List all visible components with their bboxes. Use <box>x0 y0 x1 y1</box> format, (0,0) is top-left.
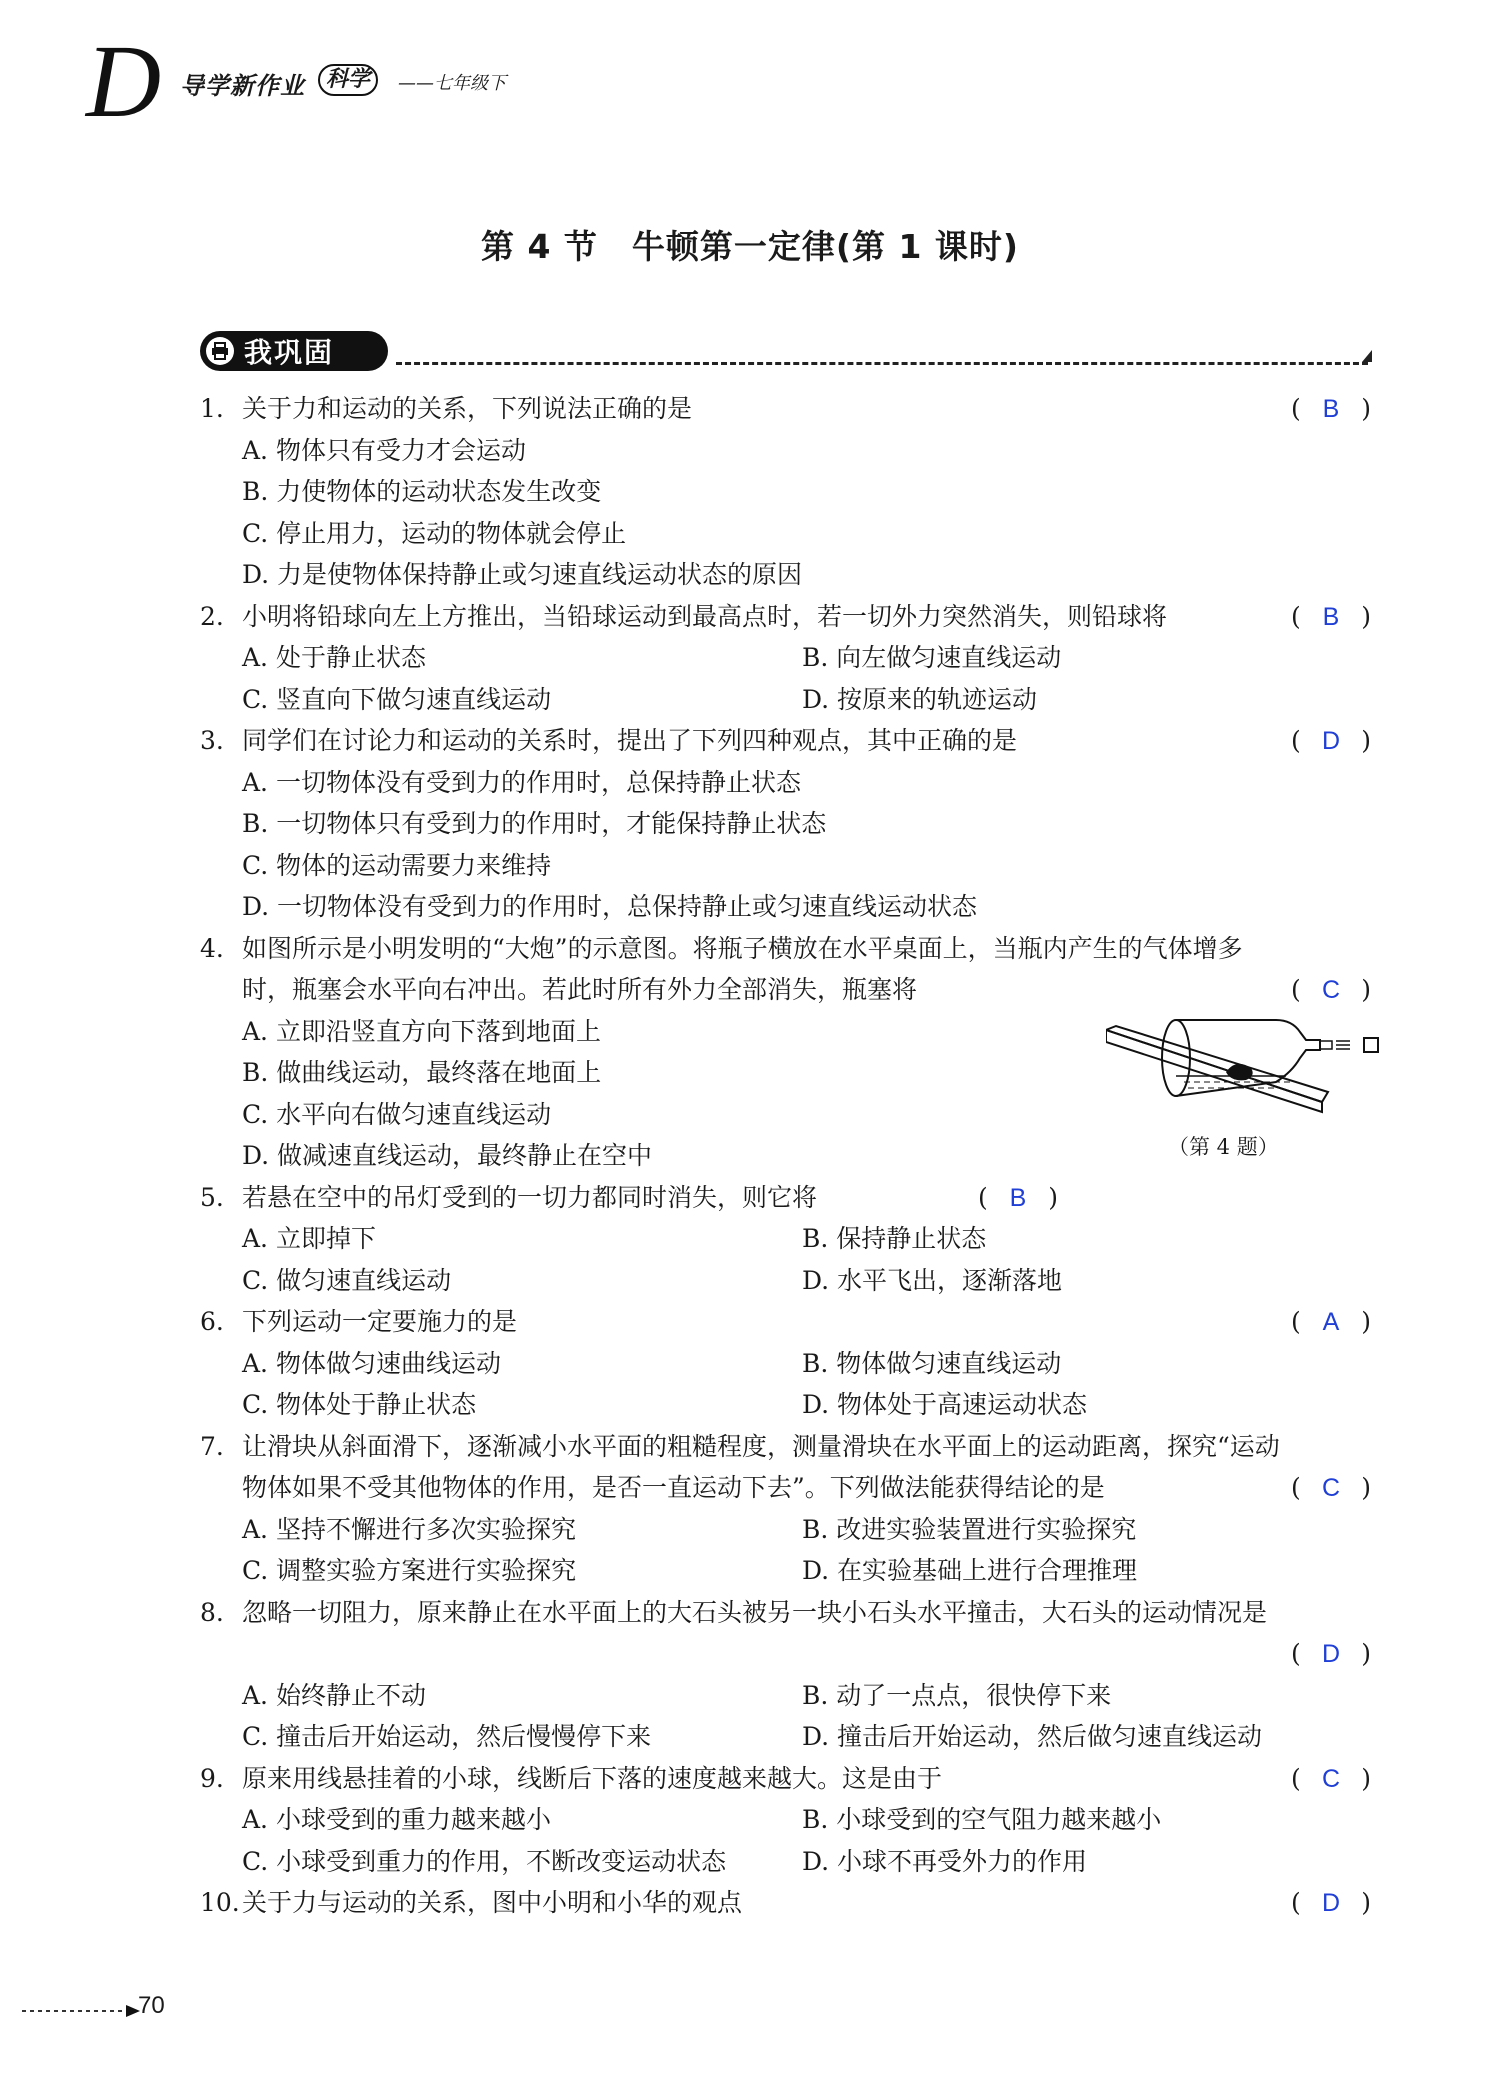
answer-letter: D <box>1321 1640 1341 1668</box>
option-item: D. 水平飞出，逐渐落地 <box>802 1265 1063 1295</box>
option-item: A. 一切物体没有受到力的作用时，总保持静止状态 <box>242 767 801 797</box>
question-stem: 若悬在空中的吊灯受到的一切力都同时消失，则它将 <box>242 1182 818 1212</box>
option-item: A. 处于静止状态 <box>242 643 426 672</box>
logo-letter: D <box>86 24 162 139</box>
bracket-close: ) <box>1361 975 1371 1004</box>
bracket-close: ) <box>1361 1473 1371 1502</box>
option-item: A. 物体只有受力才会运动 <box>242 435 526 465</box>
option-item: A. 立即掉下 <box>242 1224 376 1253</box>
bracket-open: ( <box>1291 726 1301 755</box>
question-stem: 时，瓶塞会水平向右冲出。若此时所有外力全部消失，瓶塞将 <box>242 975 918 1004</box>
divider-corner <box>1362 350 1372 362</box>
answer-letter: D <box>1321 1889 1341 1917</box>
question-number: 7. <box>200 1431 224 1461</box>
option-item: D. 在实验基础上进行合理推理 <box>802 1556 1138 1585</box>
answer-bracket <box>1291 392 1371 426</box>
section-divider <box>396 362 1368 365</box>
page-number: 70 <box>138 1992 165 2019</box>
question-stem: 忽略一切阻力，原来静止在水平面上的大石头被另一块小石头水平撞击，大石头的运动情况是 <box>242 1597 1268 1627</box>
bracket-open: ( <box>1291 601 1301 631</box>
option-item: B. 动了一点点，很快停下来 <box>802 1680 1112 1710</box>
section-title: 第 4 节 牛顿第一定律(第 1 课时) <box>480 227 1020 266</box>
answer-bracket <box>1291 1637 1371 1671</box>
answer-letter: B <box>1009 1183 1027 1212</box>
answer-letter: B <box>1322 395 1340 423</box>
option-item: D. 力是使物体保持静止或匀速直线运动状态的原因 <box>242 560 803 589</box>
option-item: A. 坚持不懈进行多次实验探究 <box>242 1514 576 1544</box>
bracket-open: ( <box>1291 1888 1301 1917</box>
question-number: 4. <box>200 933 224 963</box>
answer-letter: B <box>1322 602 1340 631</box>
answer-bracket <box>1291 1886 1371 1920</box>
question-stem: 关于力和运动的关系，下列说法正确的是 <box>242 394 693 423</box>
bracket-close: ) <box>1361 601 1371 631</box>
question-number: 5. <box>200 1182 224 1212</box>
answer-letter: C <box>1321 976 1341 1004</box>
option-item: D. 按原来的轨迹运动 <box>802 684 1038 714</box>
answer-letter: C <box>1321 1764 1341 1793</box>
question-stem: 关于力与运动的关系，图中小明和小华的观点 <box>242 1888 743 1917</box>
bracket-open: ( <box>1291 1639 1301 1668</box>
question-stem: 同学们在讨论力和运动的关系时，提出了下列四种观点，其中正确的是 <box>242 726 1018 755</box>
answer-bracket <box>1291 973 1371 1007</box>
answer-bracket <box>1291 724 1371 758</box>
question-stem: 如图所示是小明发明的“大炮”的示意图。将瓶子横放在水平桌面上，当瓶内产生的气体增多 <box>242 933 1243 963</box>
option-item: B. 改进实验装置进行实验探究 <box>802 1514 1137 1544</box>
option-item: B. 向左做匀速直线运动 <box>802 643 1062 672</box>
cork <box>1364 1038 1378 1052</box>
question-number: 2. <box>200 601 224 631</box>
bracket-open: ( <box>1291 975 1301 1004</box>
option-item: B. 保持静止状态 <box>802 1224 987 1253</box>
option-item: B. 小球受到的空气阻力越来越小 <box>802 1805 1162 1834</box>
option-item: C. 水平向右做匀速直线运动 <box>242 1099 552 1129</box>
question-number: 1. <box>200 394 224 423</box>
question-number: 9. <box>200 1763 224 1793</box>
option-item: C. 撞击后开始运动，然后慢慢停下来 <box>242 1722 652 1751</box>
question-stem: 小明将铅球向左上方推出，当铅球运动到最高点时，若一切外力突然消失，则铅球将 <box>242 601 1168 631</box>
bottle-cannon-figure <box>1106 1010 1382 1130</box>
option-item: B. 一切物体只有受到力的作用时，才能保持静止状态 <box>242 809 827 838</box>
answer-letter: C <box>1321 1474 1341 1502</box>
option-item: D. 物体处于高速运动状态 <box>802 1390 1088 1419</box>
bracket-close: ) <box>1361 1639 1371 1668</box>
question-number: 6. <box>200 1307 224 1336</box>
option-item: B. 做曲线运动，最终落在地面上 <box>242 1058 602 1087</box>
question-number: 10. <box>200 1888 240 1917</box>
answer-letter: D <box>1321 727 1341 755</box>
question-stem: 下列运动一定要施力的是 <box>242 1307 518 1336</box>
bracket-open: ( <box>1291 1307 1301 1336</box>
page-arrow-icon <box>22 2004 142 2018</box>
option-item: B. 物体做匀速直线运动 <box>802 1348 1062 1378</box>
bracket-close: ) <box>1361 1888 1371 1917</box>
option-item: D. 撞击后开始运动，然后做匀速直线运动 <box>802 1722 1263 1751</box>
answer-bracket <box>978 1181 1058 1215</box>
bracket-open: ( <box>1291 1763 1301 1793</box>
subject-badge: 科学 <box>318 64 378 96</box>
option-item: D. 一切物体没有受到力的作用时，总保持静止或匀速直线运动状态 <box>242 892 978 921</box>
question-stem: 物体如果不受其他物体的作用，是否一直运动下去”。下列做法能获得结论的是 <box>242 1473 1105 1502</box>
option-item: C. 竖直向下做匀速直线运动 <box>242 684 552 714</box>
option-item: A. 始终静止不动 <box>242 1680 426 1710</box>
bracket-close: ) <box>1361 394 1371 423</box>
answer-bracket <box>1291 600 1371 634</box>
question-stem: 让滑块从斜面滑下，逐渐减小水平面的粗糙程度，测量滑块在水平面上的运动距离，探究“运动 <box>242 1431 1280 1461</box>
grade-label: ——七年级下 <box>398 73 506 94</box>
option-item: D. 做减速直线运动，最终静止在空中 <box>242 1141 653 1170</box>
question-stem: 原来用线悬挂着的小球，线断后下落的速度越来越大。这是由于 <box>242 1763 943 1793</box>
bracket-close: ) <box>1361 726 1371 755</box>
figure-caption: （第 4 题） <box>1168 1135 1279 1159</box>
option-item: A. 小球受到的重力越来越小 <box>242 1805 551 1834</box>
option-item: A. 立即沿竖直方向下落到地面上 <box>242 1016 601 1046</box>
option-item: C. 物体的运动需要力来维持 <box>242 850 552 880</box>
badge-label: 我巩固 <box>244 336 335 369</box>
book-title: 导学新作业 <box>180 72 305 100</box>
option-item: D. 小球不再受外力的作用 <box>802 1846 1088 1876</box>
printer-icon <box>206 337 234 365</box>
answer-bracket <box>1291 1471 1371 1505</box>
bracket-close: ) <box>1048 1182 1058 1212</box>
option-item: C. 调整实验方案进行实验探究 <box>242 1556 577 1585</box>
bracket-open: ( <box>1291 394 1301 423</box>
option-item: C. 物体处于静止状态 <box>242 1390 477 1419</box>
option-item: B. 力使物体的运动状态发生改变 <box>242 477 602 506</box>
option-item: C. 做匀速直线运动 <box>242 1265 452 1295</box>
answer-letter: A <box>1322 1308 1340 1336</box>
bracket-close: ) <box>1361 1307 1371 1336</box>
option-item: A. 物体做匀速曲线运动 <box>242 1348 501 1378</box>
section-badge <box>200 331 388 371</box>
question-number: 8. <box>200 1597 224 1627</box>
option-item: C. 小球受到重力的作用，不断改变运动状态 <box>242 1846 727 1876</box>
question-number: 3. <box>200 726 224 755</box>
bracket-open: ( <box>978 1182 988 1212</box>
bracket-close: ) <box>1361 1763 1371 1793</box>
option-item: C. 停止用力，运动的物体就会停止 <box>242 518 627 548</box>
answer-bracket <box>1291 1305 1371 1339</box>
bracket-open: ( <box>1291 1473 1301 1502</box>
answer-bracket <box>1291 1762 1371 1796</box>
